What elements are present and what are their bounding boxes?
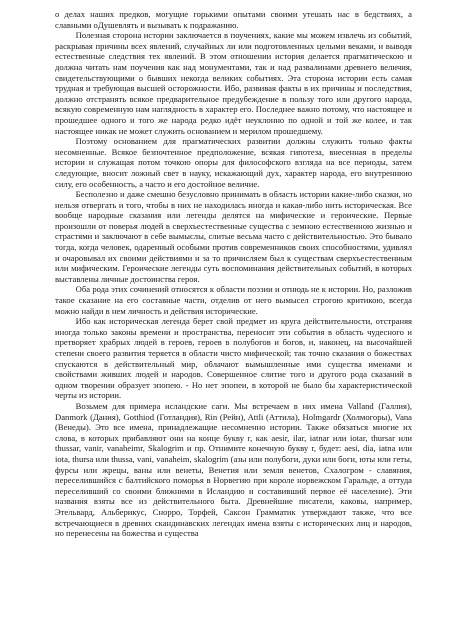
paragraph: Полезная сторона истории заключается в поучениях, какие мы можем извлечь из событий, раскрывая причины всех явлений, случайных ли или подготовленных целыми веками, и выводя естественные следствия тех явлений. В этом отношении история делается прагматическою и должна читать нам поучения как над монументами, так и над развалинами древнего величия, свидетельствующими о бывших некогда великих событиях. Эта сторона истории есть самая трудная и требующая высшей осторожности. Ибо, развивая факты в их причины и последствия, должно отстранять всякое предварительное предубеждение в пользу того или другого народа, всякую современную нам наглядность в характер его. Последнее важно потому, что настоящее и прошедшее одного и того же народа редко идёт неуклонно по одной и той же колее, и так настоящее никак не может служить основанием и мерилом прошедшему.: [55, 30, 412, 136]
paragraph: Поэтому основанием для прагматических развитии должны служить только факты несомненные. Всякое безпочтенное предположение, всякая гипотеза, внесенная в пределы истории и служащая потом точкою опоры для философского взгляда на все периоды, затем следующие, вносит ложный свет в науку, искажающий дух, характер народа, его внутреннюю силу, его особенность, а часто и его достойное величие.: [55, 136, 412, 189]
paragraph: Ибо как историческая легенда берет свой предмет из круга действительности, отстраняя иногда только законы времени и пространства, переносит эти события в область чудесного и претворяет храбрых людей в героев, героев в полубогов и богов, и, наконец, на высочайшей степени своего развития теряется в области чисто мифической; так точно сказания о божествах спускаются в действительный мир, облачают вымышленные ими существа именами и свойствами живших людей и народов. Совершенное слитие того и другого рода сказаний в одном творении образует эпопею. - Но нет эпопеи, в которой не было бы характеристической черты из истории.: [55, 316, 412, 401]
paragraph-continuation: о делах наших предков, могущие горькими опытами своими утешать нас в бедствиях, а славными оДушевлять и вызывать к подражанию.: [55, 9, 412, 30]
paragraph: Возьмем для примера исландские саги. Мы встречаем в них имена Valland (Галлия), Danmork (Дания), Gotthiod (Готландия), Rin (Рейн), Attli (Аттила), Holmgardr (Холмогоры), Vana (Венеды). Это все имена, принадлежащие несомненно истории. Также обязаться многие их слова, в которых прибавляют они на конце букву r, как aesir, ilar, iatnar или iotar, thursar или thussar, vanir, vanaheimr, Skalogrim и пр. Отнимите конечную букву r, будет: aesi, dia, iatna или iota, thursa или thussa, vani, vanaheim, skalogrim (азы или полубоги, дуки или боги, юты или геты, фурсы или жрецы, ваны или венеты, Венетия или земля венетов, Схалогром - славяния, переселившийся с балтийского поморья в Норвегию при короле норвежском Гаральде, а оттуда переселивший со своими ближними в Исландию и составивший первое её население). Эти названия взяты все из действительного быта. Древнейшие писатели, каковы, например, Этельвард, Альберикус, Снорро, Торфей, Саксон Грамматик утверждают также, что все встречающиеся в древних скандинавских легендах имена взяты с исторических лиц и народов, но перенесены на божества и существа: [55, 400, 412, 539]
paragraph: Оба рода этих сочинений относятся к области поэзии и отнюдь не к истории. Но, разложив такое сказание на его составные части, отделив от него вымысел строгою критикою, всегда можно найди в нем личность и действия исторические.: [55, 284, 412, 316]
paragraph: Бесполезно и даже смешно безусловно принимать в область истории какие-либо сказки, но нельзя отвергать и того, чтобы в них не находилась иногда и какая-либо нить историческая. Все вообще народные сказания или легенды делятся на мифические и героические. Первые произошли от поверья людей в сверхъестественные существа с земною естественною жизнью и страстями и заключают в себе вымыслы, слитые весьма часто с действительностью. Это бывало тогда, когда человек, одаренный особыми против современников своих способностями, удивлял и очаровывал их своими действиями и за то причисляем был к существам сверхъестественным или мифическим. Героические легенды суть воспоминания действительных событий, в которых выставлены личные достоинства героя.: [55, 189, 412, 284]
body-text: [55, 9, 412, 539]
